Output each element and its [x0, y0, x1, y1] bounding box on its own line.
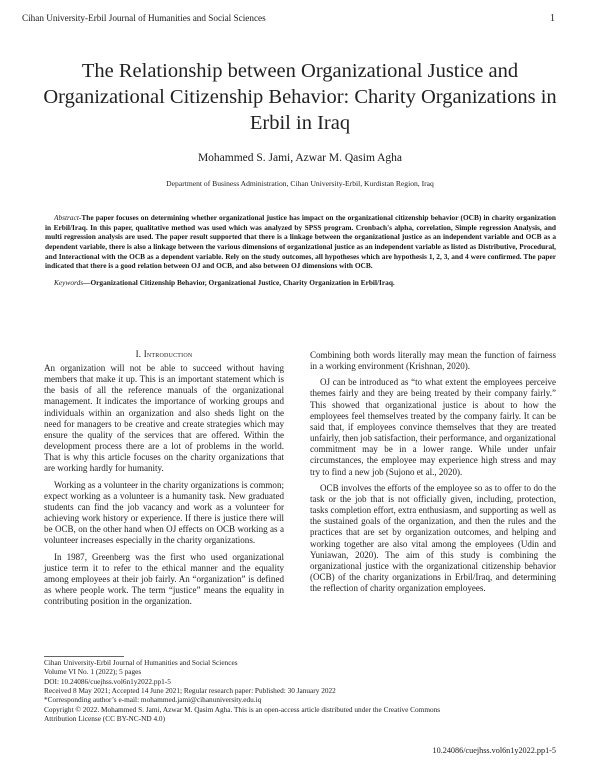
paragraph: OJ can be introduced as “to what extent the employees perceive themes fairly and they are being treated by their company fairly.” This showed that organizational justice is about to how the employees feel themselves treated by the company fairly. It can be said that, if employees convince themselves that they are treated unfairly, then job satisfaction, their performance, and organizational commitment may be in a lower range. While under unfair circumstances, the employee may experience high stress and may try to find a new job (Sujono et al., 2020).	[310, 377, 556, 477]
right-column	[310, 350, 556, 594]
footnote-license: Attribution License (CC BY-NC-ND 4.0)	[44, 714, 165, 724]
footnote	[44, 658, 554, 723]
left-column	[44, 363, 284, 607]
affiliation: Department of Business Administration, Cihan University-Erbil, Kurdistan Region, Iraq	[166, 179, 434, 188]
bottom-doi: 10.24086/cuejhss.vol6n1y2022.pp1-5	[432, 746, 556, 755]
paragraph: Working as a volunteer in the charity organizations is common; expect working as a volunteer is a humanity task. New graduated students can find the job vacancy and work as a volunteer for achieving work history or experience. If there is justice there will be OCB, on the other hand when OJ effects on OCB working as a volunteer increases especially in the charity organizations.	[44, 479, 284, 546]
paragraph: Combining both words literally may mean the function of fairness in a working environment (Krishnan, 2020).	[310, 350, 556, 372]
footnote-journal: Cihan University-Erbil Journal of Humanities and Social Sciences	[44, 658, 238, 667]
section-heading	[44, 349, 284, 359]
abstract-label: Abstract	[54, 213, 79, 222]
footnote-volume: Volume VI No. 1 (2022); 5 pages	[44, 667, 142, 677]
paragraph: In 1987, Greenberg was the first who used organizational justice term it to refer to the ethical manner and the equality among employees at their job fairly. An “organization” is defined as where people work. The term “justice” means the equality in contributing position in the organization.	[44, 551, 284, 607]
running-header: Cihan University-Erbil Journal of Humanities and Social Sciences	[22, 13, 266, 23]
footnote-divider	[44, 656, 124, 657]
footnote-received: Received 8 May 2021; Accepted 14 June 2021; Regular research paper: Published: 30 January 2022	[44, 686, 336, 696]
footnote-corresponding: *Corresponding author’s e-mail: mohammed.jami@cihanuniversity.edu.iq	[44, 695, 262, 705]
abstract-text: -The paper focuses on determining whether organizational justice has impact on the organizational citizenship behavior (OCB) in charity organization in Erbil/Iraq. In this paper, qualitative method was used which was analyzed by SPSS program. Cronbach's alpha, correlation, Simple regression Analysis, and multi regression analysis are used. The paper result supported that there is a linkage between the organizational justice as an independent variable and OCB as a dependent variable, there is also a linkage between the various dimensions of organizational justice as an independent variable as listed as Distributive, Procedural, and Interactional with the OCB as a dependent variable. Rely on the study outcomes, all hypotheses which are hypothesis 1, 2, 3, and 4 were confirmed. The paper indicated that there is a good relation between OJ and OCB, and also between OJ dimensions with OCB.	[45, 213, 556, 271]
paragraph: OCB involves the efforts of the employee so as to offer to do the task or the job that is not officially given, including, protection, tasks completion effort, extra enthusiasm, and supporting as well as the sustained goals of the organization, and then the rules and the practices that are set by organization outcomes, and helping and working together are also vital among the employees (Udin and Yuniawan, 2020). The aim of this study is combining the organizational justice with the organizational citizenship behavior (OCB) of the charity organizations in Erbil/Iraq, and determining the reflection of charity organization employees.	[310, 482, 556, 594]
page-number: 1	[550, 13, 555, 24]
footnote-doi: DOI: 10.24086/cuejhss.vol6n1y2022.pp1-5	[44, 676, 171, 686]
footnote-copyright: Copyright © 2022. Mohammed S. Jami, Azwar M. Qasim Agha. This is an open-access article distributed under the Creative Commons	[44, 704, 441, 714]
paper-title: The Relationship between Organizational Justice and Organizational Citizenship Behavior: Charity Organizations in Erbil in Iraq	[43, 60, 557, 134]
keywords-label: Keywords	[54, 278, 84, 287]
keywords-text: —Organizational Citizenship Behavior, Organizational Justice, Charity Organization in Erbil/Iraq.	[83, 278, 395, 287]
abstract	[45, 213, 556, 271]
authors: Mohammed S. Jami, Azwar M. Qasim Agha	[197, 152, 403, 164]
section-title: Introduction	[143, 349, 193, 359]
paragraph: An organization will not be able to succeed without having members that make it up. This is an important statement which is the basis of all the reference manuals of the organizational management. It indicates the importance of working groups and individuals within an organization and also sheds light on the need for managers to be creative and create strategies which may ensure the quality of the services that are offered. Within the development process there are a lot of problems in the world. That is why this article focuses on the charity organizations that are working hardly for humanity.	[44, 363, 284, 474]
keywords	[45, 278, 556, 288]
section-number: I.	[135, 349, 142, 359]
